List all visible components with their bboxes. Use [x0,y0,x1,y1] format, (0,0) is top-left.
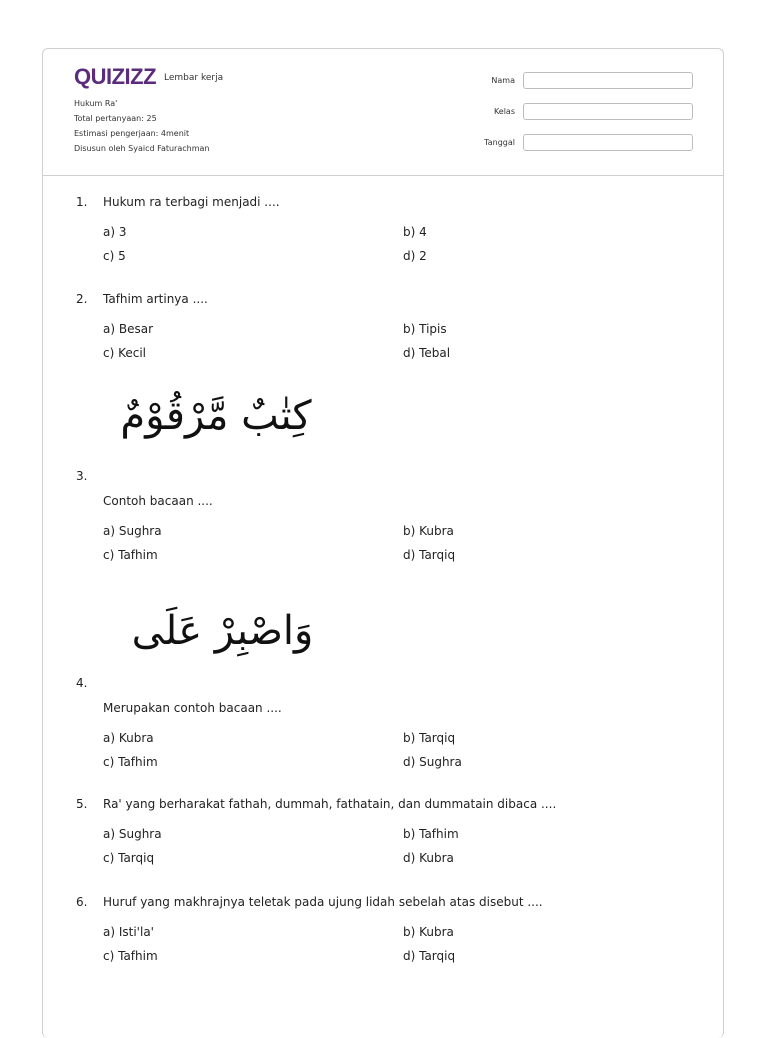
name-field[interactable] [523,72,693,89]
option-a[interactable]: a) Sughra [103,524,162,538]
option-b[interactable]: b) Kubra [403,524,454,538]
option-c[interactable]: c) 5 [103,249,126,263]
worksheet-header [43,49,723,176]
option-b[interactable]: b) Tafhim [403,827,459,841]
question-text: Huruf yang makhrajnya teletak pada ujung lidah sebelah atas disebut .... [103,895,543,909]
option-a[interactable]: a) Besar [103,322,154,336]
option-d[interactable]: d) Tebal [403,346,451,360]
option-c[interactable]: c) Tafhim [103,949,158,963]
author: Disusun oleh Syaicd Faturachman [74,144,210,153]
class-field[interactable] [523,103,693,120]
worksheet [42,48,724,1038]
question-text: Contoh bacaan .... [103,494,213,508]
question-number: 2. [76,292,88,306]
option-c[interactable]: c) Tarqiq [103,851,155,865]
question-number: 4. [76,676,88,690]
question-text: Hukum ra terbagi menjadi .... [103,195,280,209]
question-text: Merupakan contoh bacaan .... [103,701,282,715]
quizizz-logo: QUIZIZZ [74,64,157,89]
option-a[interactable]: a) Sughra [103,827,162,841]
option-b[interactable]: b) Kubra [403,925,454,939]
question-number: 1. [76,195,88,209]
topic-title: Hukum Ra' [74,99,118,108]
total-questions: Total pertanyaan: 25 [74,114,157,123]
arabic-image: وَاصْبِرْ عَلَى [131,608,314,654]
question-number: 5. [76,797,88,811]
option-b[interactable]: b) 4 [403,225,427,239]
name-label: Nama [491,76,515,85]
date-label: Tanggal [484,138,515,147]
option-a[interactable]: a) 3 [103,225,127,239]
option-d[interactable]: d) Kubra [403,851,454,865]
question-text: Tafhim artinya .... [103,292,208,306]
date-field[interactable] [523,134,693,151]
option-a[interactable]: a) Kubra [103,731,154,745]
option-b[interactable]: b) Tarqiq [403,731,456,745]
option-c[interactable]: c) Tafhim [103,548,158,562]
option-d[interactable]: d) 2 [403,249,427,263]
worksheet-subtitle: Lembar kerja [164,73,224,83]
option-c[interactable]: c) Kecil [103,346,147,360]
arabic-image: كِتٰبٌ مَّرْقُوْمٌ [120,393,312,439]
option-d[interactable]: d) Tarqiq [403,949,456,963]
question-number: 3. [76,469,88,483]
option-c[interactable]: c) Tafhim [103,755,158,769]
question-number: 6. [76,895,88,909]
option-d[interactable]: d) Sughra [403,755,462,769]
estimated-time: Estimasi pengerjaan: 4menit [74,129,190,138]
question-text: Ra' yang berharakat fathah, dummah, fathatain, dan dummatain dibaca .... [103,797,557,811]
option-b[interactable]: b) Tipis [403,322,447,336]
class-label: Kelas [493,107,515,116]
option-a[interactable]: a) Isti'la' [103,925,154,939]
option-d[interactable]: d) Tarqiq [403,548,456,562]
